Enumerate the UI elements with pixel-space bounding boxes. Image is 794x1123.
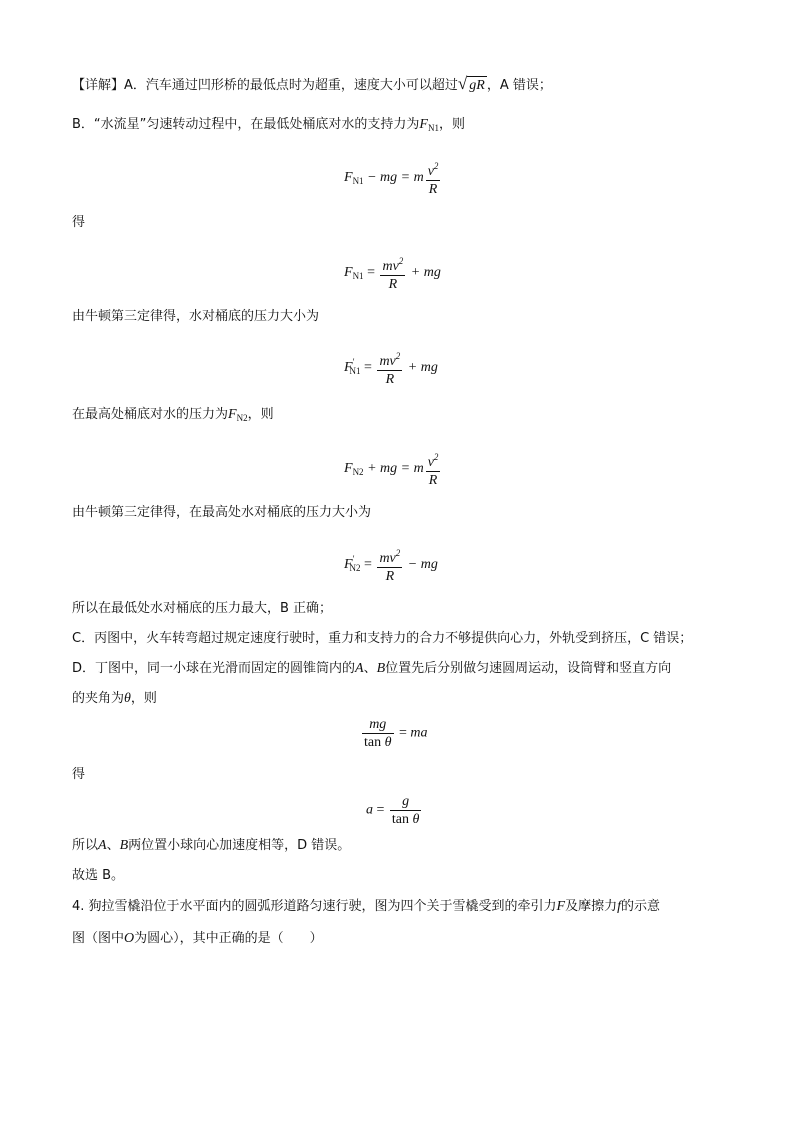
equation-6: $\frac{mg}{\text{tan θ}}$ = ma (364, 717, 428, 750)
text: ，则 (438, 117, 465, 132)
text: ，则 (130, 691, 157, 706)
text: B．“水流星”匀速转动过程中，在最低处桶底对水的支持力为 (72, 117, 420, 132)
third-law-line-2: 由牛顿第三定律得，在最高处水对桶底的压力大小为 (72, 505, 372, 520)
question-4-line-1 (72, 897, 660, 917)
sqrt-gR: gR (469, 78, 485, 93)
detail-line-b (72, 115, 465, 138)
text: 两位置小球向心加速度相等，D 错误。 (128, 838, 351, 853)
equation-7: a = $\frac{g}{\text{tan θ}}$ (366, 794, 420, 827)
equation-2: $F_{N1}$ = $\frac{mv^2}{R}$ + mg (344, 253, 441, 293)
equation-3: $F'_{N1}$ = $\frac{mv^2}{R}$ + mg (344, 348, 438, 388)
var-A: A (98, 838, 107, 853)
var-theta: θ (124, 691, 131, 706)
var-O: O (124, 931, 135, 946)
var-F: F (556, 899, 566, 914)
text: 及摩擦力 (565, 899, 618, 914)
conclusion-b: 所以在最低处水对桶底的压力最大，B 正确； (72, 601, 333, 616)
var-B: B (119, 838, 129, 853)
equation-1: $F_{N1}$ − mg = m $\frac{v^2}{R}$ (344, 158, 442, 198)
text: 【详解】A．汽车通过凹形桥的最低点时为超重，速度大小可以超过 (72, 78, 458, 93)
text: 位置先后分别做匀速圆周运动，设筒臂和竖直方向 (385, 661, 672, 676)
var-FN1: $F_{N1}$ (419, 117, 439, 133)
text: 所以 (72, 838, 99, 853)
angle-line (72, 689, 157, 709)
text: 图（图中 (72, 931, 125, 946)
text: 4. 狗拉雪橇沿位于水平面内的圆弧形道路匀速行驶，图为四个关于雪橇受到的牵引力 (72, 899, 557, 914)
equation-5: $F'_{N2}$ = $\frac{mv^2}{R}$ − mg (344, 545, 438, 585)
conclusion-d (72, 836, 350, 856)
question-4-line-2 (72, 929, 323, 949)
text: 、 (363, 661, 377, 676)
text: 为圆心），其中正确的是（ ） (134, 931, 323, 946)
text: 的夹角为 (72, 691, 125, 706)
var-FN2: $F_{N2}$ (228, 407, 248, 423)
text: D．丁图中，同一小球在光滑而固定的圆锥筒内的 (72, 661, 356, 676)
option-d-line (72, 659, 671, 679)
var-B: B (376, 661, 386, 676)
detail-line-a (72, 74, 552, 96)
text: 、 (106, 838, 120, 853)
equation-4: $F_{N2}$ + mg = m $\frac{v^2}{R}$ (344, 449, 442, 489)
option-c-line: C．丙图中，火车转弯超过规定速度行驶时，重力和支持力的合力不够提供向心力，外轨受到挤压，C 错误； (72, 631, 693, 646)
third-law-line-1: 由牛顿第三定律得，水对桶底的压力大小为 (72, 309, 320, 324)
de-1: 得 (72, 215, 86, 230)
var-f: f (617, 899, 622, 914)
text: 在最高处桶底对水的压力为 (72, 407, 229, 422)
de-2: 得 (72, 767, 86, 782)
top-pressure-line (72, 405, 274, 428)
answer-line: 故选 B。 (72, 868, 125, 883)
text: 的示意 (621, 899, 661, 914)
var-A: A (355, 661, 364, 676)
sqrt-symbol: √ (457, 74, 468, 93)
text: ，A 错误； (486, 78, 552, 93)
text: ，则 (247, 407, 274, 422)
